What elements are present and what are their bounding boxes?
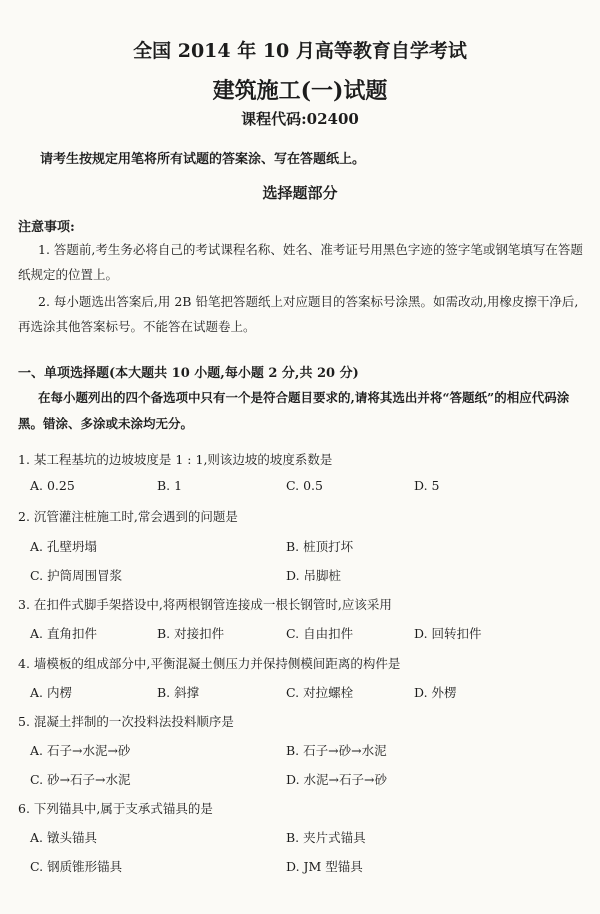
- option: D. 外楞: [414, 685, 457, 700]
- answer-instruction: 请考生按规定用笔将所有试题的答案涂、写在答题纸上。: [40, 152, 366, 167]
- option: D. 回转扣件: [414, 626, 482, 641]
- option: A. 孔壁坍塌: [30, 539, 97, 554]
- option: D. 吊脚桩: [286, 568, 342, 583]
- option: D. JM 型锚具: [286, 859, 363, 874]
- note-item: 2. 每小题选出答案后,用 2B 铅笔把答题纸上对应题目的答案标号涂黑。如需改动,用橡皮擦干净后,再选涂其他答案标号。不能答在试题卷上。: [18, 294, 579, 334]
- part-description: 在每小题列出的四个备选项中只有一个是符合题目要求的,请将其选出并将“答题纸”的相应代码涂黑。错涂、多涂或未涂均无分。: [18, 390, 570, 431]
- notes-heading: 注意事项:: [18, 220, 75, 235]
- option: B. 对接扣件: [157, 626, 225, 641]
- option: A. 0.25: [30, 478, 75, 493]
- question-stem: 6. 下列锚具中,属于支承式锚具的是: [18, 801, 213, 816]
- option: A. 石子→水泥→砂: [30, 743, 131, 758]
- option: B. 夹片式锚具: [286, 830, 366, 845]
- option: A. 直角扣件: [30, 626, 97, 641]
- question-stem: 3. 在扣件式脚手架搭设中,将两根钢管连接成一根长钢管时,应该采用: [18, 597, 392, 612]
- option: C. 砂→石子→水泥: [30, 772, 131, 787]
- option: D. 5: [414, 478, 440, 493]
- option: B. 1: [157, 478, 183, 493]
- option: D. 水泥→石子→砂: [286, 772, 387, 787]
- section-title: 选择题部分: [262, 184, 338, 202]
- question-stem: 1. 某工程基坑的边坡坡度是 1 : 1,则该边坡的坡度系数是: [18, 452, 333, 467]
- option: C. 护筒周围冒浆: [30, 568, 123, 583]
- option: B. 斜撑: [157, 685, 200, 700]
- option: B. 桩顶打坏: [286, 539, 354, 554]
- exam-title-line1: 全国 2014 年 10 月高等教育自学考试: [133, 40, 467, 62]
- option: A. 镦头锚具: [30, 830, 97, 845]
- question-stem: 4. 墙模板的组成部分中,平衡混凝土侧压力并保持侧模间距离的构件是: [18, 656, 401, 671]
- option: C. 自由扣件: [286, 626, 354, 641]
- course-code: 课程代码:02400: [241, 110, 359, 128]
- option: A. 内楞: [30, 685, 72, 700]
- option: C. 钢质锥形锚具: [30, 859, 123, 874]
- part-heading: 一、单项选择题(本大题共 10 小题,每小题 2 分,共 20 分): [18, 366, 359, 381]
- exam-title-line2: 建筑施工(一)试题: [212, 78, 388, 104]
- question-stem: 5. 混凝土拌制的一次投料法投料顺序是: [18, 714, 234, 729]
- option: C. 对拉螺栓: [286, 685, 354, 700]
- question-stem: 2. 沉管灌注桩施工时,常会遇到的问题是: [18, 509, 238, 524]
- note-item: 1. 答题前,考生务必将自己的考试课程名称、姓名、准考证号用黑色字迹的签字笔或钢笔填写在答题纸规定的位置上。: [18, 242, 583, 282]
- option: C. 0.5: [286, 478, 323, 493]
- option: B. 石子→砂→水泥: [286, 743, 387, 758]
